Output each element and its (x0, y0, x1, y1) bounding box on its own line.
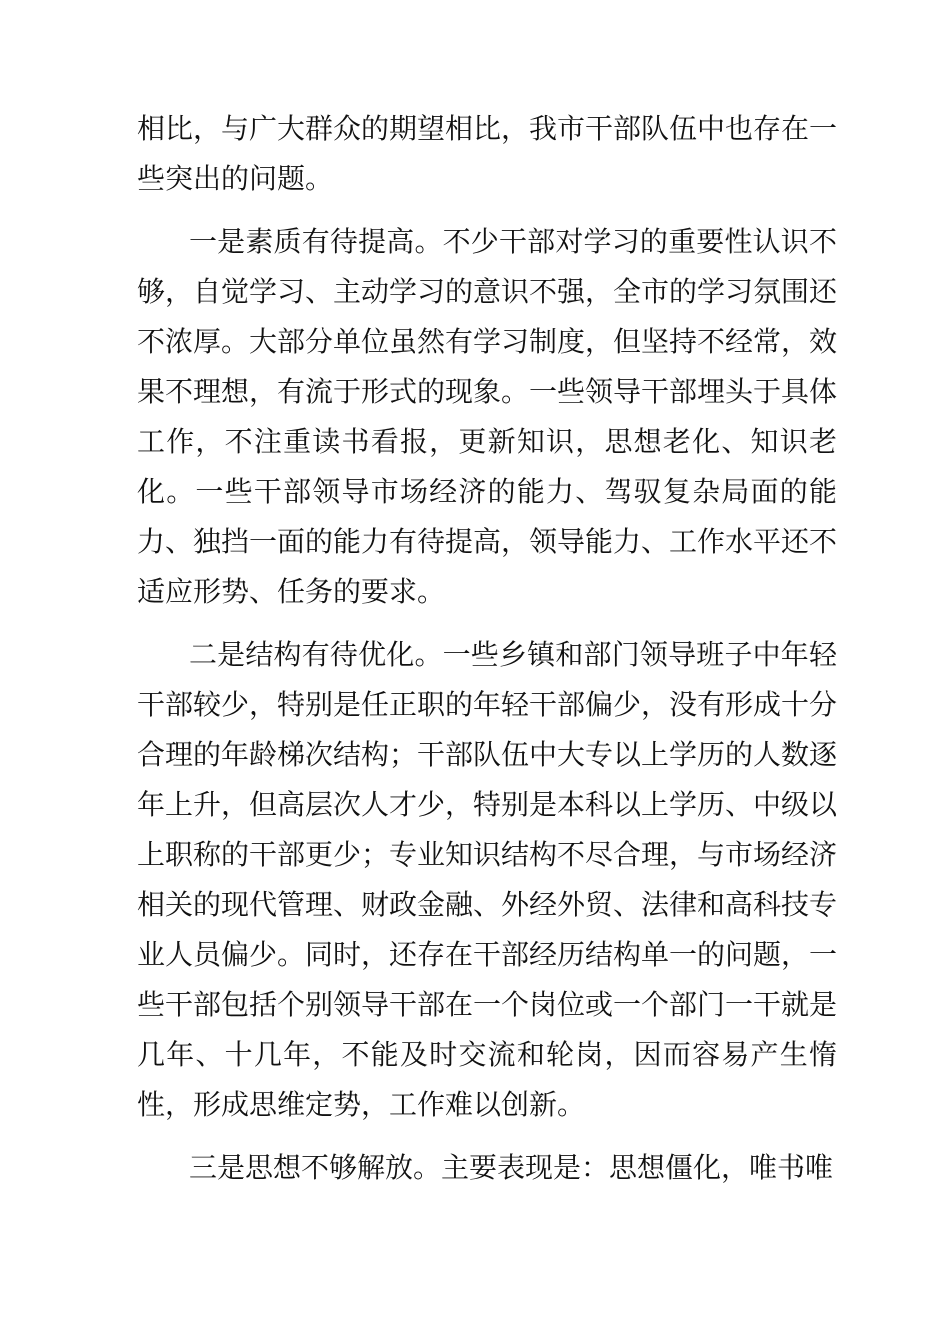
paragraph-structure: 二是结构有待优化。一些乡镇和部门领导班子中年轻干部较少，特别是任正职的年轻干部偏少，没有形成十分合理的年龄梯次结构；干部队伍中大专以上学历的人数逐年上升，但高层次人才少，特别是本科以上学历、中级以上职称的干部更少；专业知识结构不尽合理，与市场经济相关的现代管理、财政金融、外经外贸、法律和高科技专业人员偏少。同时，还存在干部经历结构单一的问题，一些干部包括个别领导干部在一个岗位或一个部门一干就是几年、十几年，不能及时交流和轮岗，因而容易产生惰性，形成思维定势，工作难以创新。 (137, 638, 838, 1121)
paragraph-thinking: 三是思想不够解放。主要表现是：思想僵化，唯书唯 (189, 1151, 834, 1184)
paragraph-quality: 一是素质有待提高。不少干部对学习的重要性认识不够，自觉学习、主动学习的意识不强，全市的学习氛围还不浓厚。大部分单位虽然有学习制度，但坚持不经常，效果不理想，有流于形式的现象。一些领导干部埋头于具体工作，不注重读书看报，更新知识，思想老化、知识老化。一些干部领导市场经济的能力、驾驭复杂局面的能力、独挡一面的能力有待提高，领导能力、工作水平还不适应形势、任务的要求。 (137, 225, 838, 608)
paragraph-continuation: 相比，与广大群众的期望相比，我市干部队伍中也存在一些突出的问题。 (137, 112, 838, 195)
document-body (137, 104, 837, 1206)
